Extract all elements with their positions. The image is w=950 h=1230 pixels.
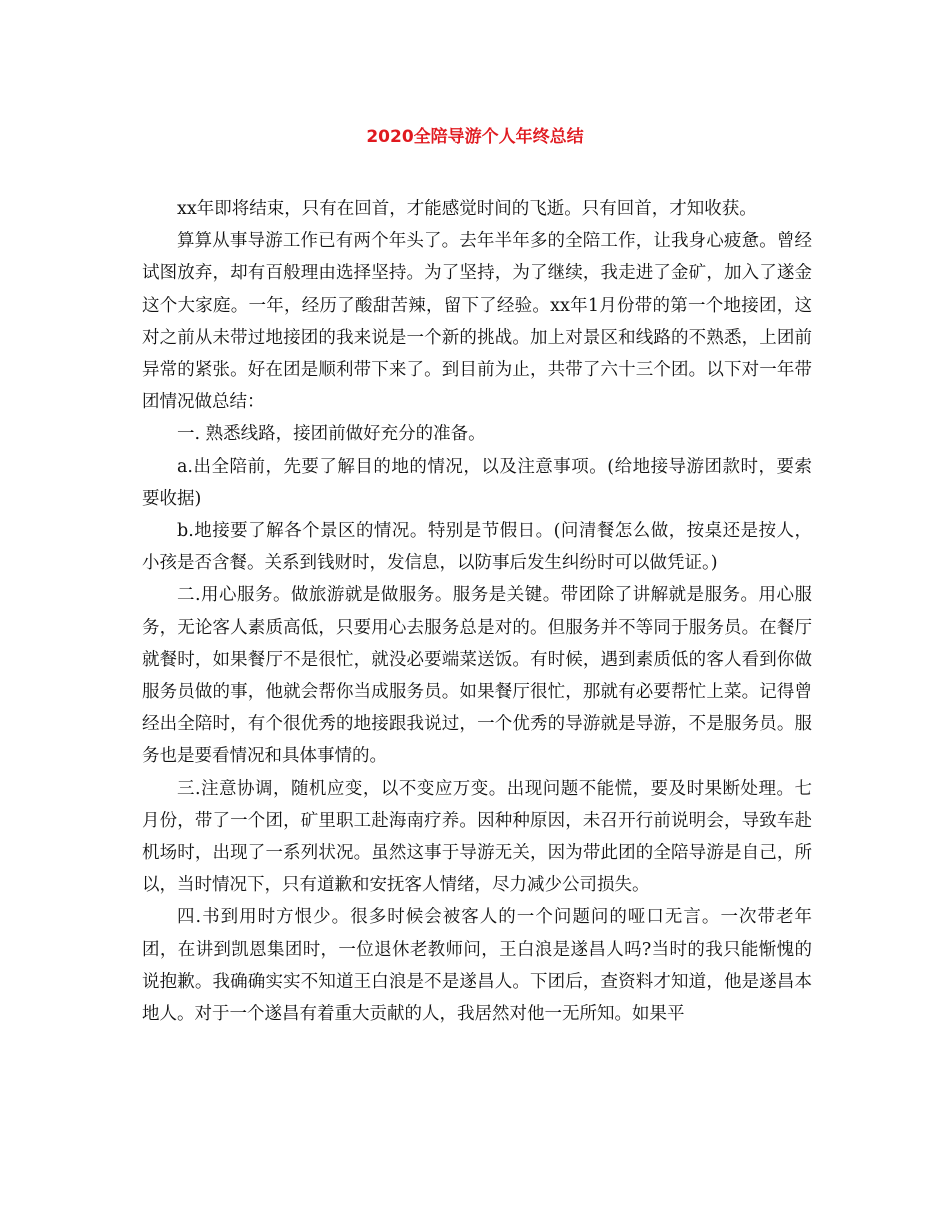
paragraph: xx年即将结束，只有在回首，才能感觉时间的飞逝。只有回首，才知收获。	[177, 199, 757, 219]
paragraph: a.出全陪前，先要了解目的地的情况，以及注意事项。(给地接导游团款时，要索要收据)	[142, 456, 812, 509]
paragraph: 二.用心服务。做旅游就是做服务。服务是关键。带团除了讲解就是服务。用心服务，无论客人素质高低，只要用心去服务总是对的。但服务并不等同于服务员。在餐厅就餐时，如果餐厅不是很忙，就没必要端菜送饭。有时候，遇到素质低的客人看到你做服务员做的事，他就会帮你当成服务员。如果餐厅很忙，那就有必要帮忙上菜。记得曾经出全陪时，有个很优秀的地接跟我说过，一个优秀的导游就是导游，不是服务员。服务也是要看情况和具体事情的。	[142, 585, 812, 767]
paragraph: 一. 熟悉线路，接团前做好充分的准备。	[177, 424, 486, 445]
document-title: 2020全陪导游个人年终总结	[366, 127, 584, 147]
paragraph: 四.书到用时方恨少。很多时候会被客人的一个问题问的哑口无言。一次带老年团，在讲到凯恩集团时，一位退休老教师问，王白浪是遂昌人吗?当时的我只能惭愧的说抱歉。我确确实实不知道王白浪是不是遂昌人。下团后，查资料才知道，他是遂昌本地人。对于一个遂昌有着重大贡献的人，我居然对他一无所知。如果平	[142, 907, 812, 1025]
paragraph: 三.注意协调，随机应变，以不变应万变。出现问题不能慌，要及时果断处理。七月份，带了一个团，矿里职工赴海南疗养。因种种原因，未召开行前说明会，导致车赴机场时，出现了一系列状况。虽然这事于导游无关，因为带此团的全陪导游是自己，所以，当时情况下，只有道歉和安抚客人情绪，尽力减少公司损失。	[142, 778, 812, 896]
paragraph: b.地接要了解各个景区的情况。特别是节假日。(问清餐怎么做，按桌还是按人，小孩是否含餐。关系到钱财时，发信息，以防事后发生纠纷时可以做凭证。)	[142, 521, 812, 574]
document-body	[142, 193, 812, 1030]
paragraph: 算算从事导游工作已有两个年头了。去年半年多的全陪工作，让我身心疲惫。曾经试图放弃，却有百般理由选择坚持。为了坚持，为了继续，我走进了金矿，加入了遂金这个大家庭。一年，经历了酸甜苦辣，留下了经验。xx年1月份带的第一个地接团，这对之前从未带过地接团的我来说是一个新的挑战。加上对景区和线路的不熟悉，上团前异常的紧张。好在团是顺利带下来了。到目前为止，共带了六十三个团。以下对一年带团情况做总结：	[142, 231, 812, 413]
